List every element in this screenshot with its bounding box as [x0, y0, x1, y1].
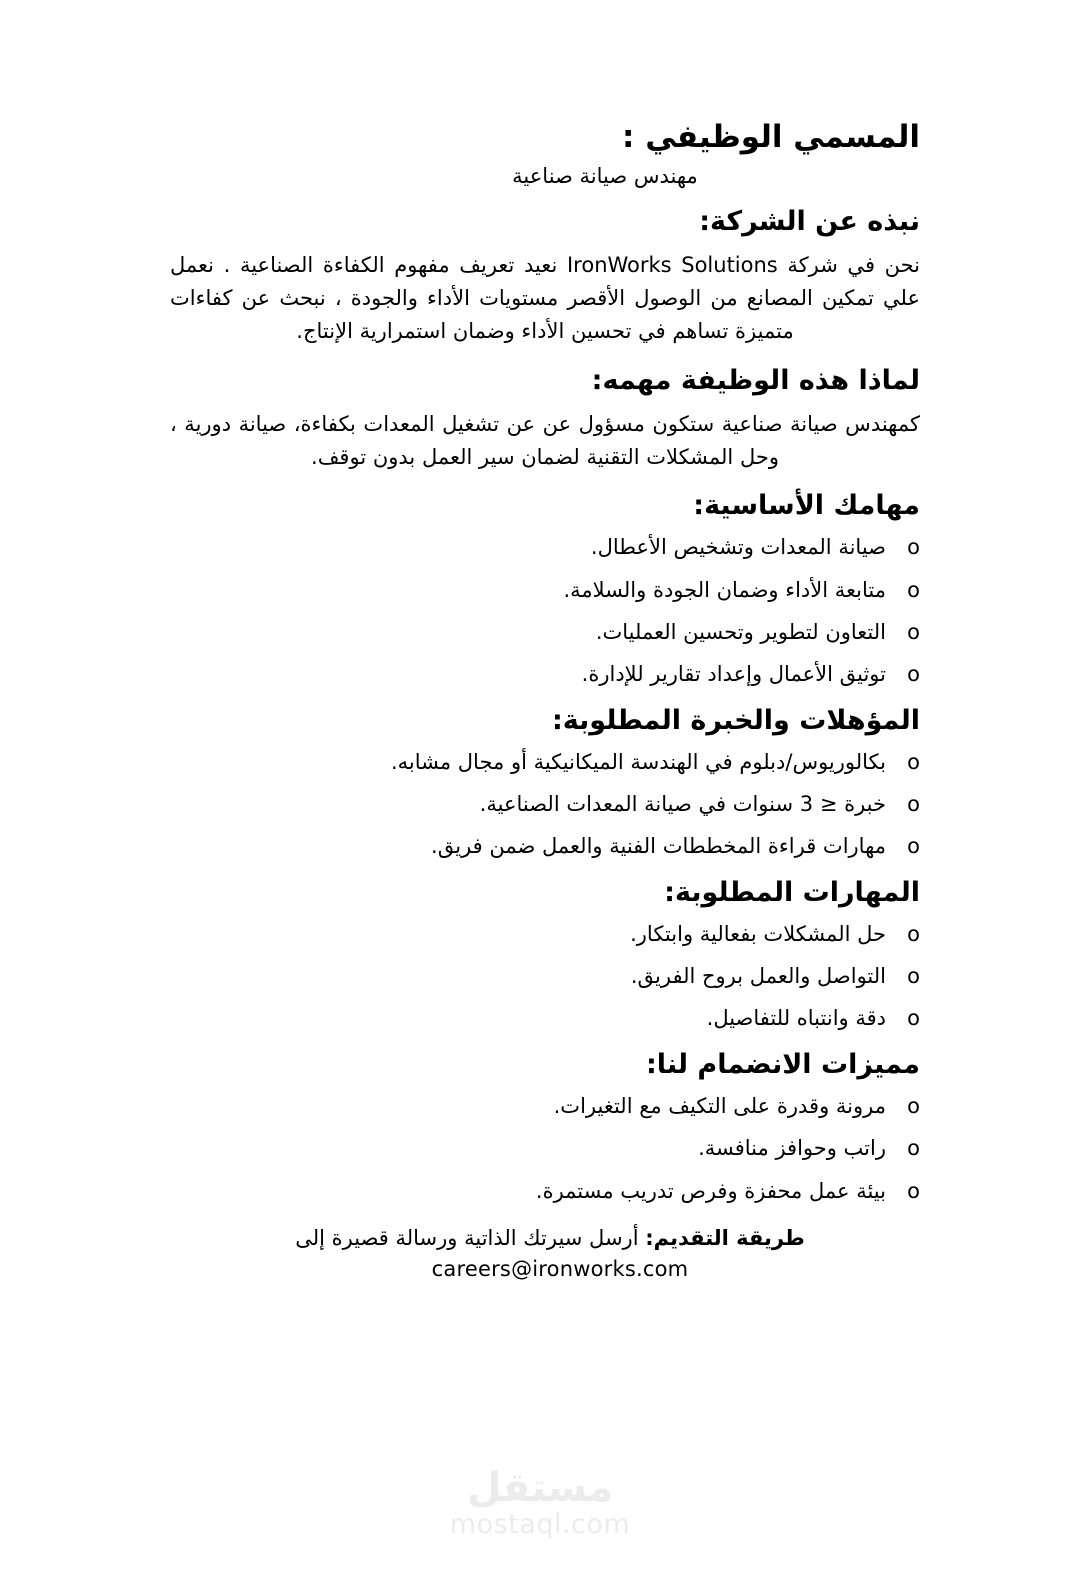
list-item — [170, 920, 920, 948]
list-item-label: بيئة عمل محفزة وفرص تدريب مستمرة. — [535, 1178, 886, 1203]
section-paragraph-why-important: كمهندس صيانة صناعية ستكون مسؤول عن عن تشغيل المعدات بكفاءة، صيانة دورية ، وحل المشكلات التقنية لضمان سير العمل بدون توقف. — [170, 411, 920, 469]
bullet-marker-icon: o — [907, 535, 920, 560]
list-item-label: توثيق الأعمال وإعداد تقارير للإدارة. — [581, 662, 886, 687]
apply-instructions — [170, 1223, 920, 1286]
list-item — [170, 576, 920, 604]
list-item — [170, 748, 920, 776]
section-paragraph-about-company: نحن في شركة IronWorks Solutions نعيد تعريف مفهوم الكفاءة الصناعية . نعمل علي تمكين المصانع من الوصول الأقصر مستويات الأداء والجودة ، نبحث عن كفاءات متميزة تساهم في تحسين الأداء وضمان استمرارية الإنتاج. — [170, 253, 920, 344]
list-item-label: مهارات قراءة المخططات الفنية والعمل ضمن فريق. — [431, 834, 886, 859]
list-item-label: راتب وحوافز منافسة. — [698, 1136, 886, 1161]
bullet-marker-icon: o — [907, 1093, 920, 1118]
section-heading-benefits: مميزات الانضمام لنا: — [645, 1048, 920, 1080]
list-item-label: التعاون لتطوير وتحسين العمليات. — [595, 619, 886, 644]
list-item-label: دقة وانتباه للتفاصيل. — [706, 1006, 886, 1031]
section-heading-core-tasks: مهامك الأساسية: — [693, 490, 920, 522]
list-item-label: التواصل والعمل بروح الفريق. — [630, 964, 886, 989]
apply-label: طريقة التقديم: — [645, 1225, 805, 1250]
section-heading-qualifications: المؤهلات والخبرة المطلوبة: — [551, 704, 920, 736]
watermark — [0, 1465, 1080, 1540]
bullet-marker-icon: o — [907, 662, 920, 687]
list-item-label: بكالوريوس/دبلوم في الهندسة الميكانيكية أو مجال مشابه. — [390, 749, 886, 774]
bullet-marker-icon: o — [907, 792, 920, 816]
list-item — [170, 790, 920, 818]
bullet-marker-icon: o — [907, 1136, 920, 1161]
list-item-label: حل المشكلات بفعالية وابتكار. — [630, 921, 886, 946]
list-item-label: مرونة وقدرة على التكيف مع التغيرات. — [553, 1093, 886, 1118]
section-heading-why-important: لماذا هذه الوظيفة مهمه: — [591, 364, 920, 396]
list-item — [170, 1177, 920, 1205]
qualifications-list — [170, 748, 920, 861]
mostaql-logo-icon: مستقل — [466, 1465, 614, 1511]
list-item-label: متابعة الأداء وضمان الجودة والسلامة. — [563, 577, 886, 602]
list-item — [170, 1134, 920, 1162]
list-item-label: صيانة المعدات وتشخيص الأعطال. — [590, 535, 886, 560]
bullet-marker-icon: o — [907, 1178, 920, 1203]
section-heading-about-company: نبذه عن الشركة: — [699, 206, 920, 238]
bullet-marker-icon: o — [907, 749, 920, 774]
apply-text: أرسل سيرتك الذاتية ورسالة قصيرة إلى — [295, 1225, 646, 1250]
apply-email[interactable]: careers@ironworks.com — [431, 1257, 689, 1282]
list-item — [170, 618, 920, 646]
list-item — [170, 962, 920, 990]
bullet-marker-icon: o — [907, 921, 920, 946]
bullet-marker-icon: o — [907, 964, 920, 989]
bullet-marker-icon: o — [907, 1006, 920, 1031]
section-heading-skills: المهارات المطلوبة: — [664, 876, 920, 908]
job-title-value: مهندس صيانة صناعية — [512, 163, 698, 188]
list-item — [170, 1092, 920, 1120]
list-item-label: خبرة ≤ 3 سنوات في صيانة المعدات الصناعية. — [479, 792, 886, 816]
core-tasks-list — [170, 533, 920, 688]
bullet-marker-icon: o — [907, 834, 920, 859]
list-item — [170, 533, 920, 561]
list-item — [170, 1004, 920, 1032]
watermark-domain-label: mostaql.com — [449, 1509, 631, 1540]
bullet-marker-icon: o — [907, 619, 920, 644]
list-item — [170, 832, 920, 860]
page-title: المسمي الوظيفي : — [622, 119, 920, 155]
benefits-list — [170, 1092, 920, 1205]
list-item — [170, 660, 920, 688]
bullet-marker-icon: o — [907, 577, 920, 602]
document-content — [170, 118, 920, 1286]
skills-list — [170, 920, 920, 1033]
